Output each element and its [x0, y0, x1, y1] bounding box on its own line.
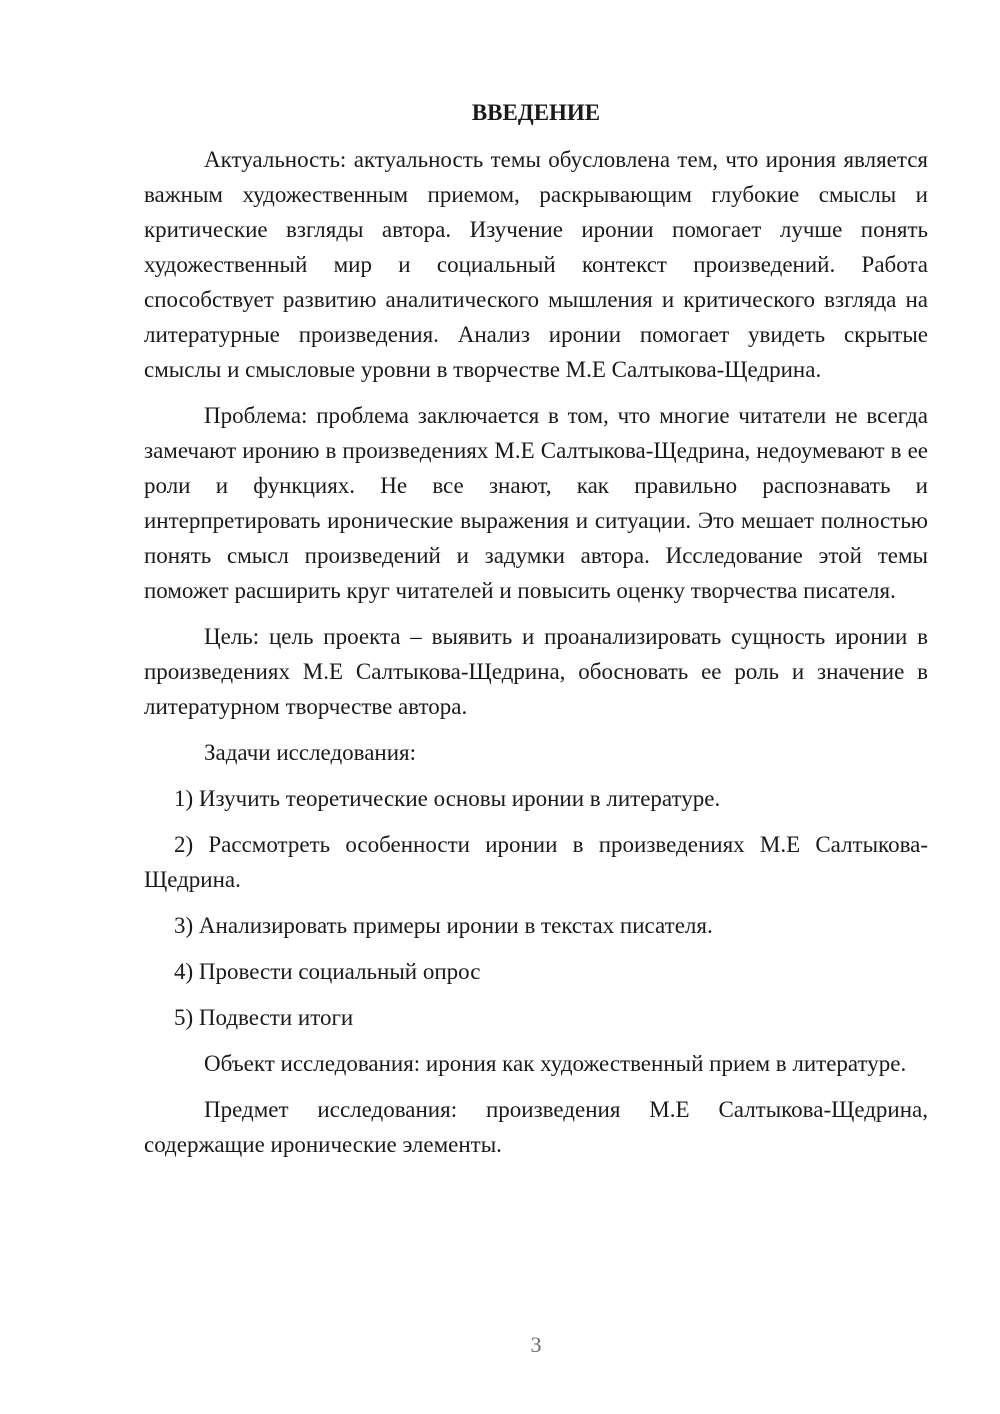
problem-paragraph: Проблема: проблема заключается в том, что многие читатели не всегда замечают иронию в произведениях М.Е Салтыкова-Щедрина, недоумевают в ее роли и функциях. Не все знают, как правильно распознавать и интерпретировать иронические выражения и ситуации. Это мешает полностью понять смысл произведений и задумки автора. Исследование этой темы поможет расширить круг читателей и повысить оценку творчества писателя. [144, 403, 928, 603]
task-item-4: 4) Провести социальный опрос [174, 959, 481, 984]
task-item-5: 5) Подвести итоги [174, 1005, 354, 1030]
page-title: ВВЕДЕНИЕ [471, 100, 601, 125]
task-item-1: 1) Изучить теоретические основы иронии в литературе. [174, 786, 721, 811]
document-page [144, 95, 928, 1173]
object-paragraph: Объект исследования: ирония как художественный прием в литературе. [204, 1051, 907, 1076]
relevance-paragraph: Актуальность: актуальность темы обусловлена тем, что ирония является важным художественным приемом, раскрывающим глубокие смыслы и критические взгляды автора. Изучение иронии помогает лучше понять художественный мир и социальный контекст произведений. Работа способствует развитию аналитического мышления и критического взгляда на литературные произведения. Анализ иронии помогает увидеть скрытые смыслы и смысловые уровни в творчестве М.Е Салтыкова-Щедрина. [144, 147, 928, 382]
subject-paragraph: Предмет исследования: произведения М.Е Салтыкова-Щедрина, содержащие иронические элементы. [144, 1097, 928, 1157]
task-item-2: 2) Рассмотреть особенности иронии в произведениях М.Е Салтыкова-Щедрина. [144, 832, 928, 892]
page-number: 3 [530, 1332, 542, 1357]
tasks-heading: Задачи исследования: [204, 740, 417, 765]
task-item-3: 3) Анализировать примеры иронии в текстах писателя. [174, 913, 713, 938]
goal-paragraph: Цель: цель проекта – выявить и проанализировать сущность иронии в произведениях М.Е Салтыкова-Щедрина, обосновать ее роль и значение в литературном творчестве автора. [144, 624, 928, 719]
